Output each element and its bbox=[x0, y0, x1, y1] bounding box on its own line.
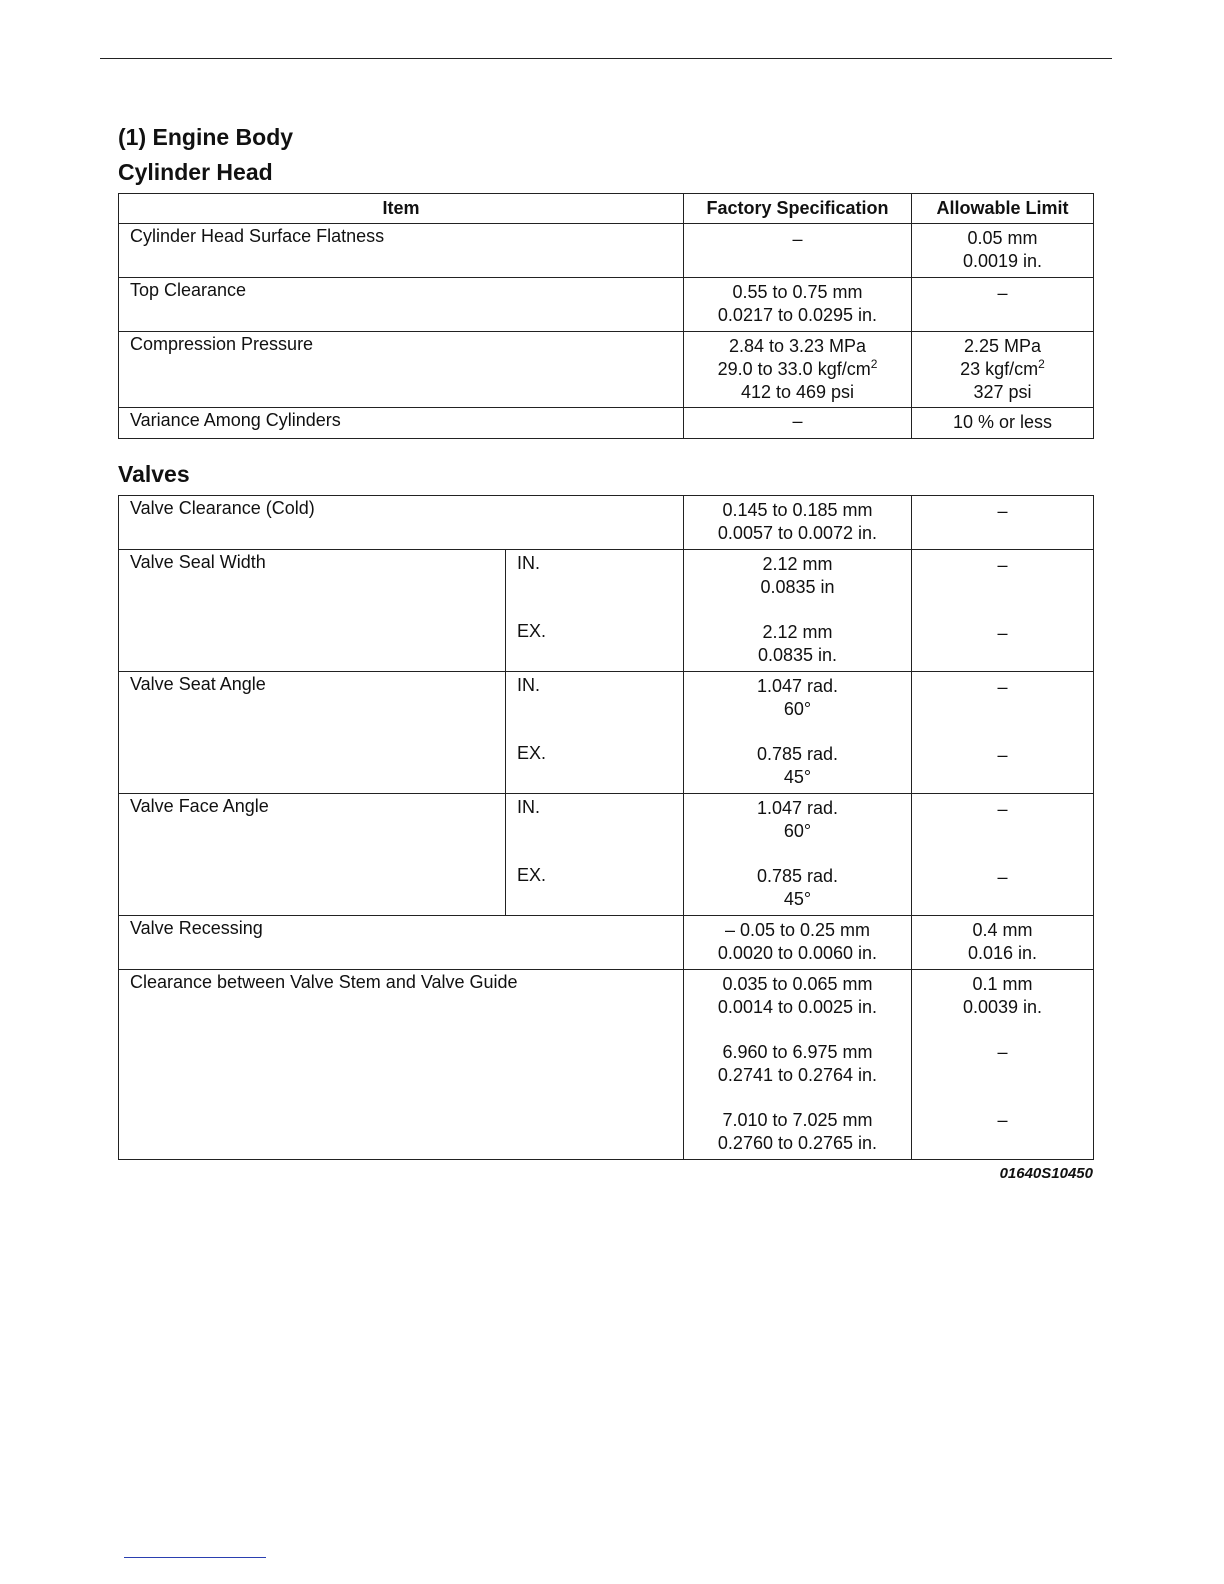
top-rule bbox=[100, 58, 1112, 59]
row-item: Cylinder Head Surface Flatness bbox=[119, 224, 684, 278]
row-item: Compression Pressure bbox=[119, 332, 684, 408]
factory-spec: – 0.05 to 0.25 mm 0.0020 to 0.0060 in. bbox=[684, 916, 912, 970]
row-item: Valve Seat Angle bbox=[119, 672, 506, 794]
bottom-rule bbox=[124, 1557, 266, 1558]
table-row bbox=[119, 794, 1094, 916]
section-heading: (1) Engine Body bbox=[118, 124, 294, 150]
row-item: Valve Recessing bbox=[119, 916, 684, 970]
factory-spec: 0.145 to 0.185 mm 0.0057 to 0.0072 in. bbox=[684, 496, 912, 550]
in-ex-labels: IN. EX. bbox=[506, 794, 684, 916]
row-item: Variance Among Cylinders bbox=[119, 408, 684, 439]
table-row bbox=[119, 916, 1094, 970]
allowable-limit: 2.25 MPa 23 kgf/$cm^2$ 327 psi bbox=[912, 332, 1094, 408]
allowable-limit: 0.1 mm 0.0039 in. – – bbox=[912, 970, 1094, 1160]
factory-spec: 2.12 mm 0.0835 in 2.12 mm 0.0835 in. bbox=[684, 550, 912, 672]
cylinder-head-table bbox=[118, 193, 1094, 439]
allowable-limit: 0.4 mm 0.016 in. bbox=[912, 916, 1094, 970]
valves-title: Valves bbox=[118, 461, 190, 487]
table-row bbox=[119, 224, 1094, 278]
column-header-item: Item bbox=[119, 194, 684, 224]
factory-spec: 0.55 to 0.75 mm 0.0217 to 0.0295 in. bbox=[684, 278, 912, 332]
cylinder-head-title: Cylinder Head bbox=[118, 159, 273, 185]
table-header-row bbox=[119, 194, 1094, 224]
allowable-limit: – bbox=[912, 278, 1094, 332]
factory-spec: 2.84 to 3.23 MPa 29.0 to 33.0 kgf/$cm^2$ 412 to 469 psi bbox=[684, 332, 912, 408]
table-row bbox=[119, 278, 1094, 332]
allowable-limit: – – bbox=[912, 550, 1094, 672]
allowable-limit: – bbox=[912, 496, 1094, 550]
factory-spec: 0.035 to 0.065 mm 0.0014 to 0.0025 in. 6.960 to 6.975 mm 0.2741 to 0.2764 in. 7.010 to 7.025 mm 0.2760 to 0.2765 in. bbox=[684, 970, 912, 1160]
allowable-limit: 0.05 mm 0.0019 in. bbox=[912, 224, 1094, 278]
table-row bbox=[119, 672, 1094, 794]
row-item: Valve Face Angle bbox=[119, 794, 506, 916]
valves-table bbox=[118, 495, 1094, 1160]
factory-spec: – bbox=[684, 224, 912, 278]
table-row bbox=[119, 332, 1094, 408]
allowable-limit: – – bbox=[912, 672, 1094, 794]
allowable-limit: 10 % or less bbox=[912, 408, 1094, 439]
row-item: Top Clearance bbox=[119, 278, 684, 332]
row-item: Valve Clearance (Cold) bbox=[119, 496, 684, 550]
in-ex-labels: IN. EX. bbox=[506, 550, 684, 672]
table-row bbox=[119, 408, 1094, 439]
factory-spec: 1.047 rad. 60° 0.785 rad. 45° bbox=[684, 794, 912, 916]
factory-spec: 1.047 rad. 60° 0.785 rad. 45° bbox=[684, 672, 912, 794]
allowable-limit: – – bbox=[912, 794, 1094, 916]
column-header-factory: Factory Specification bbox=[684, 194, 912, 224]
in-ex-labels: IN. EX. bbox=[506, 672, 684, 794]
table-row bbox=[119, 970, 1094, 1160]
factory-spec: – bbox=[684, 408, 912, 439]
row-item: Clearance between Valve Stem and Valve Guide bbox=[119, 970, 684, 1160]
row-item: Valve Seal Width bbox=[119, 550, 506, 672]
table-row bbox=[119, 550, 1094, 672]
table-row bbox=[119, 496, 1094, 550]
document-code: 01640S10450 bbox=[999, 1165, 1093, 1182]
column-header-limit: Allowable Limit bbox=[912, 194, 1094, 224]
